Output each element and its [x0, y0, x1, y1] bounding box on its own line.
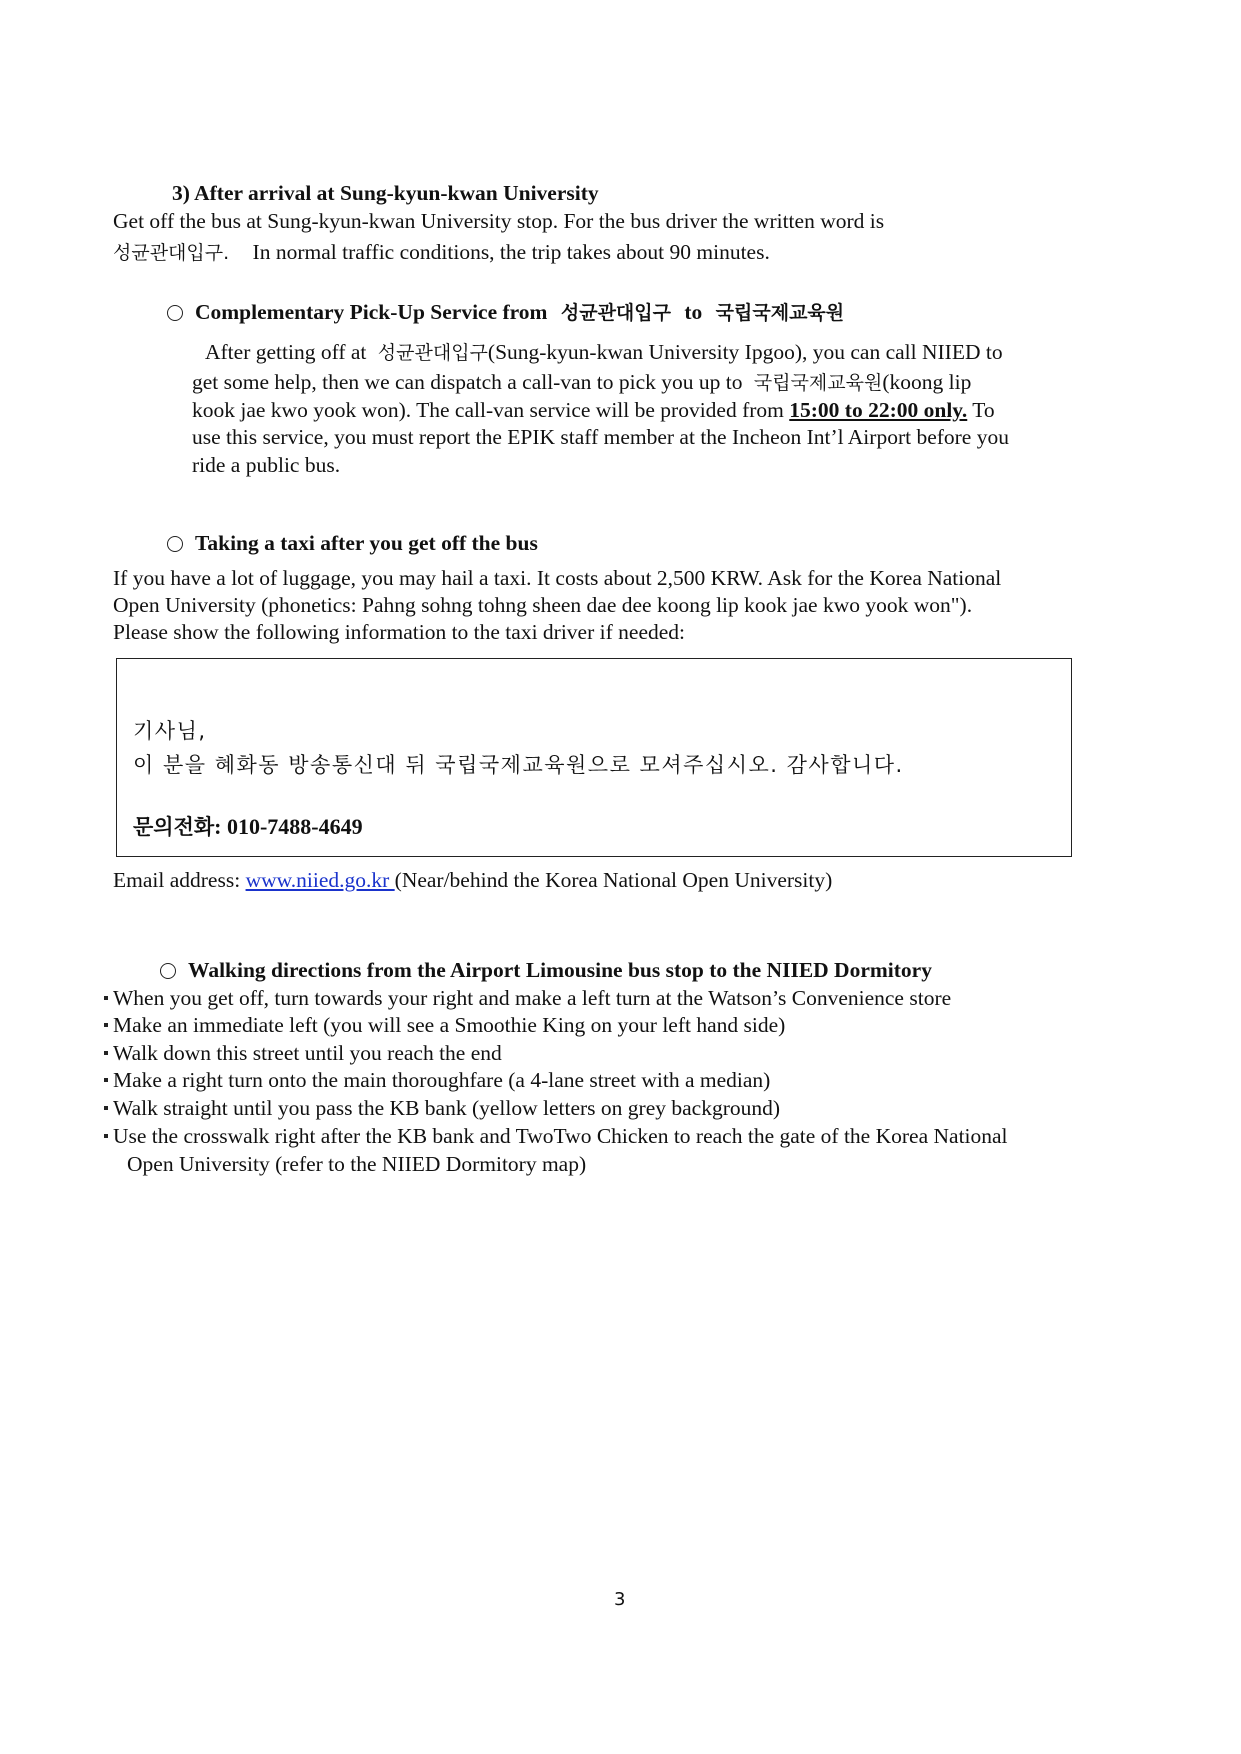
email-note: (Near/behind the Korea National Open University)	[394, 868, 833, 892]
list-item-text: Make an immediate left (you will see a Smoothie King on your left hand side)	[113, 1013, 786, 1037]
phone-label: 문의전화	[133, 815, 215, 839]
list-item	[104, 1041, 502, 1066]
note-instruction: 이 분을 혜화동 방송통신대 뒤 국립국제교육원으로 모셔주십시오. 감사합니다.	[133, 753, 904, 777]
section-heading: 3) After arrival at Sung-kyun-kwan University	[172, 181, 599, 205]
korean-text: 성균관대입구	[377, 342, 488, 364]
circle-bullet-icon	[167, 536, 183, 552]
paragraph-text: get some help, then we can dispatch a call-van to pick you up to	[192, 370, 743, 394]
korean-text: 국립국제교육원	[753, 372, 883, 394]
paragraph-line: Open University (phonetics: Pahng sohng tohng sheen dae dee koong lip kook jae kwo yook won").	[113, 593, 973, 617]
paragraph-line: use this service, you must report the EPIK staff member at the Incheon Int’l Airport before you	[192, 425, 1009, 449]
phone-number: : 010-7488-4649	[214, 814, 363, 839]
note-phone	[133, 811, 363, 841]
square-bullet-icon	[104, 1134, 108, 1138]
list-item	[104, 1013, 785, 1038]
website-link[interactable]: www.niied.go.kr	[245, 868, 395, 892]
heading-text: Walking directions from the Airport Limousine bus stop to the NIIED Dormitory	[188, 958, 932, 982]
paragraph-text: (Sung-kyun-kwan University Ipgoo), you can call NIIED to	[487, 340, 1003, 364]
heading-text: Complementary Pick-Up Service from	[195, 300, 548, 324]
list-item	[104, 1124, 1008, 1149]
email-line	[113, 868, 832, 893]
taxi-heading	[167, 531, 538, 556]
list-item-text: When you get off, turn towards your right and make a left turn at the Watson’s Convenience store	[113, 986, 952, 1010]
note-greeting: 기사님,	[133, 719, 207, 743]
square-bullet-icon	[104, 1051, 108, 1055]
email-label: Email address:	[113, 868, 241, 892]
paragraph-line: ride a public bus.	[192, 453, 341, 477]
square-bullet-icon	[104, 1106, 108, 1110]
paragraph-line: Get off the bus at Sung-kyun-kwan University stop. For the bus driver the written word is	[113, 209, 885, 233]
page-number: 3	[614, 1589, 626, 1610]
paragraph-text: (koong lip	[882, 370, 972, 394]
paragraph-text: In normal traffic conditions, the trip takes about 90 minutes.	[252, 240, 770, 264]
paragraph-line	[192, 368, 971, 395]
list-item-text: Walk down this street until you reach the end	[113, 1041, 502, 1065]
list-item	[104, 986, 951, 1011]
paragraph-text: To	[972, 398, 995, 422]
list-item-text: Make a right turn onto the main thoroughfare (a 4-lane street with a median)	[113, 1068, 771, 1092]
pickup-heading	[167, 298, 844, 325]
heading-text: to	[684, 300, 703, 324]
circle-bullet-icon	[160, 963, 176, 979]
service-hours: 15:00 to 22:00 only.	[789, 398, 968, 422]
paragraph-line	[113, 238, 770, 265]
paragraph-line: Please show the following information to the taxi driver if needed:	[113, 620, 685, 644]
paragraph-line	[192, 398, 995, 423]
list-item-text: Walk straight until you pass the KB bank (yellow letters on grey background)	[113, 1096, 781, 1120]
paragraph-line: If you have a lot of luggage, you may hail a taxi. It costs about 2,500 KRW. Ask for the Korea National	[113, 566, 1002, 590]
walking-heading	[160, 958, 932, 983]
paragraph-text: kook jae kwo yook won). The call-van service will be provided from	[192, 398, 784, 422]
list-item-continuation: Open University (refer to the NIIED Dormitory map)	[127, 1152, 587, 1176]
list-item-text: Use the crosswalk right after the KB bank and TwoTwo Chicken to reach the gate of the Korea National	[113, 1124, 1008, 1148]
list-item	[104, 1096, 780, 1121]
list-item	[104, 1068, 770, 1093]
korean-text: 성균관대입구	[560, 302, 671, 324]
korean-text: 성균관대입구.	[113, 242, 230, 264]
taxi-driver-note-box	[116, 658, 1072, 857]
paragraph-text: After getting off at	[205, 340, 367, 364]
square-bullet-icon	[104, 1023, 108, 1027]
square-bullet-icon	[104, 1078, 108, 1082]
paragraph-line	[205, 338, 1003, 365]
square-bullet-icon	[104, 996, 108, 1000]
korean-text: 국립국제교육원	[715, 302, 845, 324]
heading-text: Taking a taxi after you get off the bus	[195, 531, 538, 555]
circle-bullet-icon	[167, 305, 183, 321]
